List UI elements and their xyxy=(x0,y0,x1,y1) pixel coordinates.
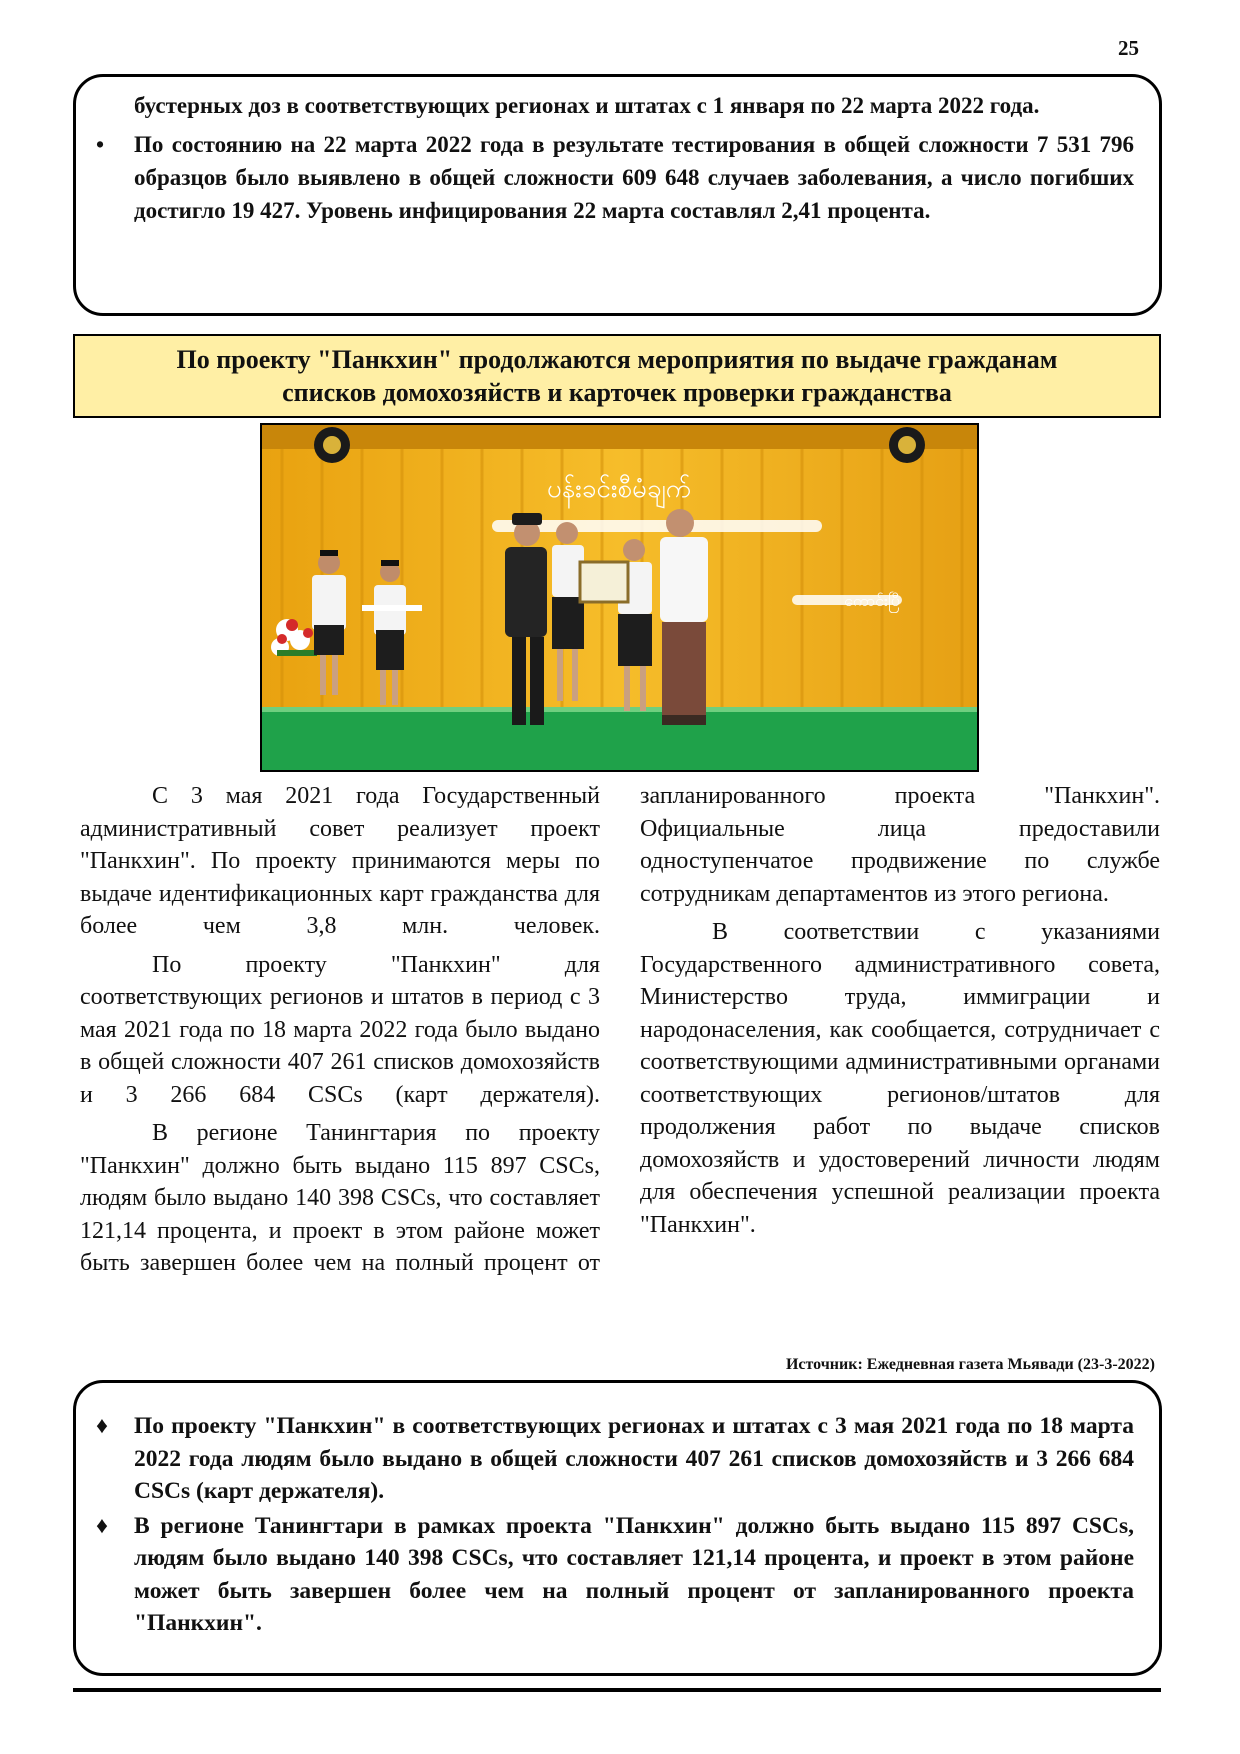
continued-text: бустерных доз в соответствующих регионах и штатах с 1 января по 22 марта 2022 года. xyxy=(134,93,1040,118)
bullet-mark: • xyxy=(96,132,105,157)
article-headline xyxy=(73,334,1161,418)
article-right-column xyxy=(640,780,1160,1241)
bullet-text: По проекту "Панкхин" в соответствующих регионах и штатах с 3 мая 2021 года по 18 марта 2022 года людям было выдано в общей сложности 407 261 списков домохозяйств и 3 266 684 CSCs (карт держателя). xyxy=(134,1413,1134,1504)
paragraph: В регионе Танингтария по проекту "Панкхин" должно быть выдано 115 897 CSCs, людям было выдано 140 398 CSCs, что составляет 121,14 процента, и проект в этом районе может быть завершен более чем на полный процент от xyxy=(80,1120,600,1276)
certificate xyxy=(580,562,628,602)
bullet-text: В регионе Танингтари в рамках проекта "Панкхин" должно быть выдано 115 897 CSCs, людям было выдано 140 398 CSCs, что составляет 121,14 процента, и проект в этом районе может быть завершен более чем на полный процент от запланированного проекта "Панкхин". xyxy=(134,1512,1134,1636)
bottom-rule xyxy=(73,1688,1161,1692)
summary-box-top xyxy=(73,74,1162,316)
banner-text: ပန်းခင်းစီမံချက် xyxy=(546,474,692,504)
paragraph: В соответствии с указаниями Государственного административного совета, Министерство труда, иммиграции и народонаселения, как сообщается, сотрудничает с соответствующими административными органами соответствующих регионов/штатов для продолжения работ по выдаче списков домохозяйств и удостоверений личности людям для обеспечения успешной реализации проекта "Панкхин". xyxy=(640,919,1160,1238)
page-number: 25 xyxy=(1118,36,1139,60)
diamond-bullet-icon: ♦ xyxy=(96,1413,108,1439)
article-left-column xyxy=(80,780,600,1280)
bullet-item xyxy=(96,1510,1134,1640)
ceremony-photo-illustration xyxy=(262,425,977,770)
bullet-item xyxy=(96,128,1134,227)
headline-line-2: списков домохозяйств и карточек проверки гражданства xyxy=(282,378,952,407)
source-citation: Источник: Ежедневная газета Мьявади (23-3-2022) xyxy=(785,1356,1155,1373)
bullet-item xyxy=(96,1410,1134,1508)
banner-small-text: ကောင်းပြီ xyxy=(844,591,900,610)
official xyxy=(660,509,708,725)
headline-line-1: По проекту "Панкхин" продолжаются мероприятия по выдаче гражданам xyxy=(176,345,1058,374)
paragraph: С 3 мая 2021 года Государственный административный совет реализует проект "Панкхин". По проекту принимаются меры по выдаче идентификационных карт гражданства для более чем 3,8 млн. человек. xyxy=(80,783,600,939)
paragraph: запланированного проекта "Панкхин". Официальные лица предоставили одноступенчатое продвижение по службе сотрудникам департаментов из этого региона. xyxy=(640,783,1160,907)
paragraph: По проекту "Панкхин" для соответствующих регионов и штатов в период с 3 мая 2021 года по 18 марта 2022 года было выдано в общей сложности 407 261 списков домохозяйств и 3 266 684 CSCs (карт держателя). xyxy=(80,951,600,1108)
ceremony-photo xyxy=(260,423,979,772)
diamond-bullet-icon: ♦ xyxy=(96,1512,108,1539)
bullet-text: По состоянию на 22 марта 2022 года в результате тестирования в общей сложности 7 531 796 образцов было выявлено в общей сложности 609 648 случаев заболевания, а число погибших достигло 19 427. Уровень инфицирования 22 марта составлял 2,41 процента. xyxy=(134,132,1134,223)
summary-box-bottom xyxy=(73,1380,1162,1676)
